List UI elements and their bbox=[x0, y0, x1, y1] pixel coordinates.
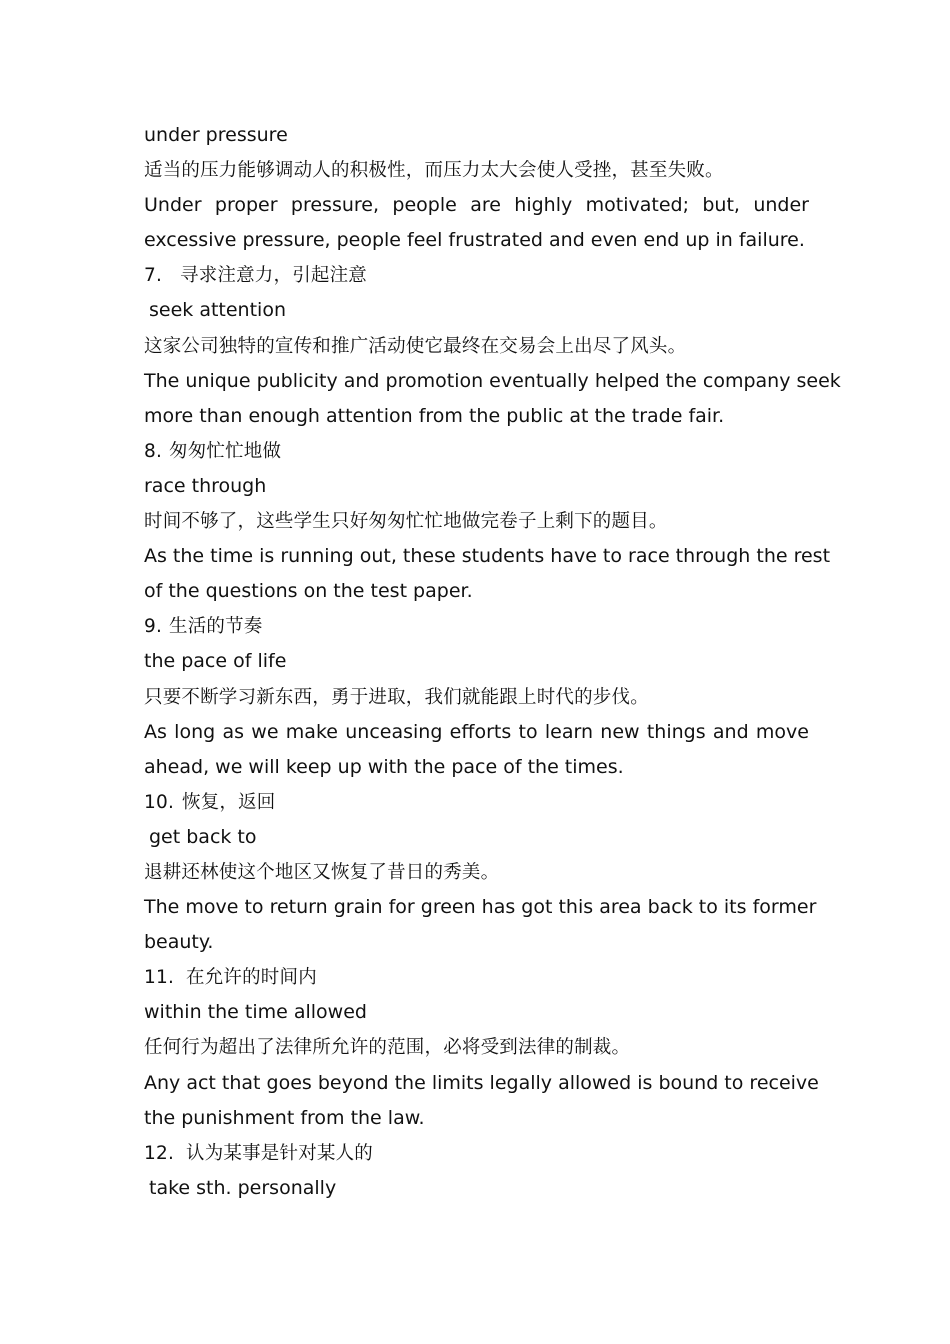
example-english: Any act that goes beyond the limits legally allowed is bound to receive bbox=[144, 1071, 819, 1094]
item-title-chinese: 认为某事是针对某人的 bbox=[186, 1142, 374, 1164]
phrase-english: seek attention bbox=[149, 299, 286, 322]
phrase-english: get back to bbox=[149, 825, 257, 848]
example-english: excessive pressure, people feel frustrated and even end up in failure. bbox=[144, 229, 805, 252]
item-title-chinese: 寻求注意力，引起注意 bbox=[180, 265, 368, 287]
example-english: of the questions on the test paper. bbox=[144, 580, 473, 603]
example-chinese: 只要不断学习新东西，勇于进取，我们就能跟上时代的步伐。 bbox=[144, 686, 649, 708]
phrase-english: the pace of life bbox=[144, 650, 287, 673]
example-english: As the time is running out, these students have to race through the rest bbox=[144, 545, 831, 568]
example-english: beauty. bbox=[144, 931, 214, 954]
item-number: 12. bbox=[144, 1142, 175, 1164]
item-title-chinese: 生活的节奏 bbox=[169, 616, 263, 638]
example-chinese: 时间不够了，这些学生只好匆匆忙忙地做完卷子上剩下的题目。 bbox=[144, 511, 668, 533]
phrase-english: under pressure bbox=[144, 124, 288, 146]
item-heading bbox=[144, 609, 809, 644]
example-english: ahead, we will keep up with the pace of the times. bbox=[144, 755, 624, 778]
phrase-english: race through bbox=[144, 474, 267, 497]
item-number: 9. bbox=[144, 616, 163, 638]
example-english: The move to return grain for green has got this area back to its former bbox=[144, 896, 817, 919]
item-heading bbox=[144, 258, 809, 293]
example-chinese: 退耕还林使这个地区又恢复了昔日的秀美。 bbox=[144, 861, 500, 883]
item-number: 10. bbox=[144, 791, 175, 813]
example-english: The unique publicity and promotion eventually helped the company seek bbox=[144, 369, 841, 392]
item-number: 8. bbox=[144, 440, 163, 462]
example-chinese: 任何行为超出了法律所允许的范围，必将受到法律的制裁。 bbox=[144, 1037, 631, 1059]
example-chinese: 适当的压力能够调动人的积极性，而压力太大会使人受挫，甚至失败。 bbox=[144, 160, 724, 182]
example-english: Under proper pressure, people are highly motivated; but, under bbox=[144, 194, 809, 217]
item-heading bbox=[144, 960, 809, 995]
item-heading bbox=[144, 785, 809, 820]
item-number: 11. bbox=[144, 967, 175, 989]
phrase-english: take sth. personally bbox=[149, 1176, 337, 1199]
document-page bbox=[144, 118, 841, 1206]
item-title-chinese: 匆匆忙忙地做 bbox=[169, 440, 282, 462]
example-english: As long as we make unceasing efforts to learn new things and move bbox=[144, 720, 809, 743]
item-heading bbox=[144, 434, 809, 469]
phrase-english: within the time allowed bbox=[144, 1001, 367, 1024]
item-heading bbox=[144, 1136, 809, 1171]
item-title-chinese: 在允许的时间内 bbox=[186, 967, 317, 989]
item-title-chinese: 恢复，返回 bbox=[182, 791, 276, 813]
example-english: more than enough attention from the public at the trade fair. bbox=[144, 404, 725, 427]
example-chinese: 这家公司独特的宣传和推广活动使它最终在交易会上出尽了风头。 bbox=[144, 335, 687, 357]
example-english: the punishment from the law. bbox=[144, 1106, 425, 1129]
item-number: 7. bbox=[144, 265, 163, 287]
